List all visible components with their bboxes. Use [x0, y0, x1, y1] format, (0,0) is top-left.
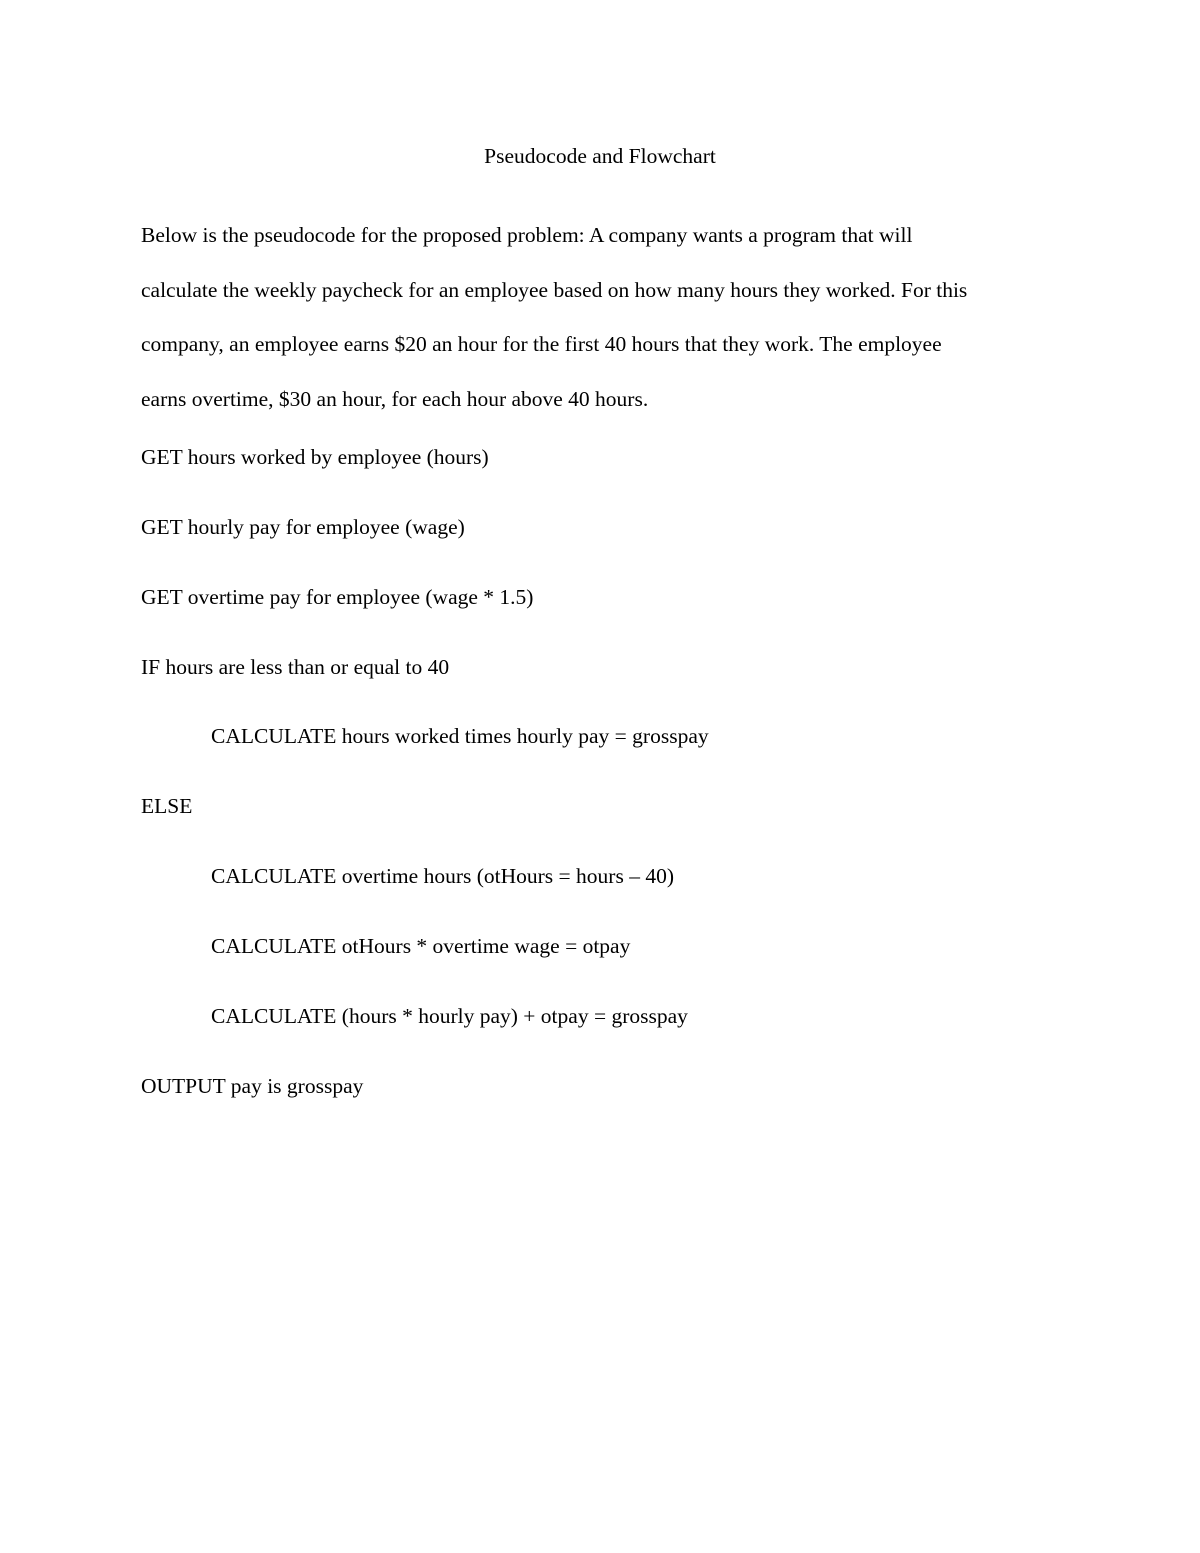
intro-line-3: company, an employee earns $20 an hour for the first 40 hours that they work. The employee	[141, 332, 942, 356]
pseudocode-line-calc-othours: CALCULATE overtime hours (otHours = hours – 40)	[211, 864, 674, 888]
pseudocode-line-calc-otpay: CALCULATE otHours * overtime wage = otpay	[211, 934, 631, 958]
document-title: Pseudocode and Flowchart	[484, 144, 716, 168]
intro-line-1: Below is the pseudocode for the proposed problem: A company wants a program that will	[141, 223, 913, 247]
pseudocode-line-get-overtime: GET overtime pay for employee (wage * 1.5)	[141, 585, 534, 609]
pseudocode-line-else: ELSE	[141, 794, 193, 818]
intro-line-2: calculate the weekly paycheck for an employee based on how many hours they worked. For this	[141, 277, 968, 302]
pseudocode-line-output: OUTPUT pay is grosspay	[141, 1074, 364, 1098]
pseudocode-line-calc-grosspay: CALCULATE hours worked times hourly pay = grosspay	[211, 724, 709, 748]
intro-line-4: earns overtime, $30 an hour, for each hour above 40 hours.	[141, 386, 649, 411]
pseudocode-line-if: IF hours are less than or equal to 40	[141, 655, 450, 679]
intro-paragraph	[141, 208, 1061, 426]
pseudocode-line-get-hours: GET hours worked by employee (hours)	[141, 445, 489, 469]
pseudocode-line-calc-total: CALCULATE (hours * hourly pay) + otpay = grosspay	[211, 1004, 688, 1028]
pseudocode-line-get-wage: GET hourly pay for employee (wage)	[141, 515, 465, 539]
